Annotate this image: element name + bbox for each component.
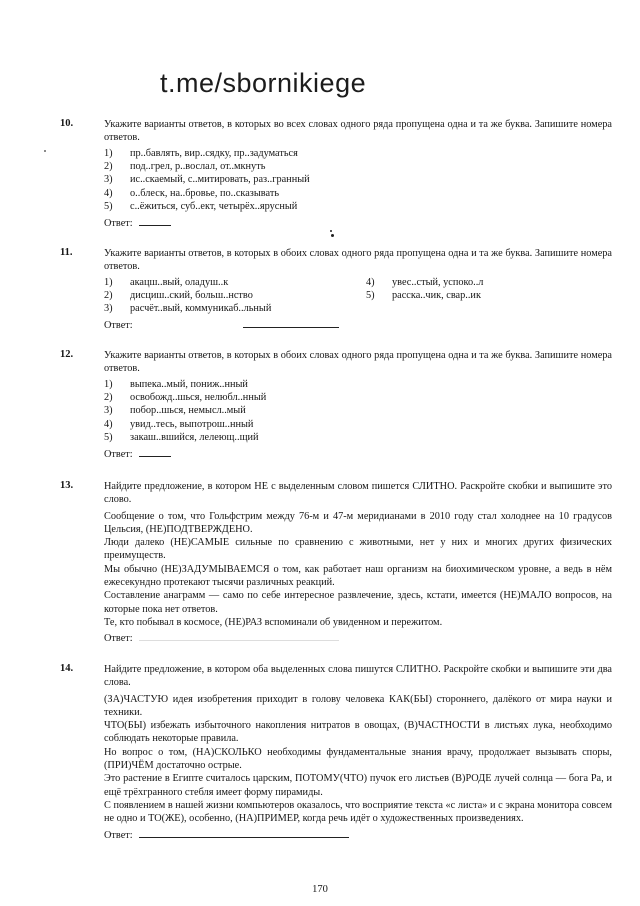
option-text: акацш..вый, оладуш..к (130, 276, 229, 288)
task-body (104, 663, 612, 842)
sentence: (ЗА)ЧАСТУЮ идея изобретения приходит в голову человека КАК(БЫ) стороннего, далёкого от мира науки и техники. (104, 693, 612, 718)
option-key: 1) (104, 378, 113, 390)
option-text: пр..бавлять, вир..сядку, пр..задуматься (130, 147, 298, 159)
sentence: ЧТО(БЫ) избежать избыточного накопления нитратов в овощах, (В)ЧАСТНОСТИ в листьях лука, необходимо соблюдать некоторые правила. (104, 720, 612, 745)
option-empty (366, 302, 612, 315)
sentence: Составление анаграмм — само по себе интересное развлечение, здесь, кстати, имеется (НЕ)МАЛО вопросов, на которые пока нет ответов. (104, 590, 612, 615)
option-key: 3) (104, 174, 113, 186)
option-text: под..грел, р..вослал, от..мкнуть (130, 160, 266, 172)
option-text: выпека..мый, пониж..нный (130, 378, 248, 390)
option-key: 4) (104, 418, 113, 430)
task-body (104, 118, 612, 230)
task-instruction: Укажите варианты ответов, в которых в обоих словах одного ряда пропущена одна и та же буква. Запишите номера ответов. (104, 248, 612, 273)
task-body (104, 349, 612, 461)
task-number: 11. (60, 247, 73, 258)
option-item (104, 391, 612, 404)
option-text: увес..стый, успоко..л (392, 276, 484, 288)
answer-row (104, 828, 612, 842)
answer-line[interactable] (139, 631, 339, 641)
sentence: Это растение в Египте считалось царским, ПОТОМУ(ЧТО) пучок его листьев (В)РОДЕ лучей солнца — бога Ра, и ещё трёхгранного стебля имеет форму пирамиды. (104, 773, 612, 798)
answer-row (104, 216, 612, 230)
option-list (104, 147, 612, 214)
task-instruction: Найдите предложение, в котором НЕ с выделенным словом пишется СЛИТНО. Раскройте скобки и выпишите это слово. (104, 481, 612, 506)
task-number: 13. (60, 480, 74, 491)
task-body (104, 480, 612, 646)
option-text: закаш..вшийся, лелеющ..щий (130, 432, 259, 444)
option-item (104, 173, 612, 186)
answer-line[interactable] (139, 828, 349, 838)
answer-label: Ответ: (104, 829, 133, 841)
answer-line[interactable] (139, 447, 171, 457)
task-number: 14. (60, 663, 74, 674)
option-key: 4) (366, 276, 375, 288)
option-item (104, 431, 612, 444)
task-instruction: Укажите варианты ответов, в которых в обоих словах одного ряда пропущена одна и та же буква. Запишите номера ответов. (104, 350, 612, 375)
option-item (104, 147, 612, 160)
option-list (104, 378, 612, 445)
option-grid (104, 276, 612, 316)
option-text: расска..чик, свар..ик (392, 289, 481, 301)
answer-line[interactable] (139, 216, 171, 226)
option-item (366, 289, 612, 302)
option-item (104, 289, 366, 302)
sentence: Но вопрос о том, (НА)СКОЛЬКО необходимы фундаментальные знания врачу, продолжает вызывать споры, (ПРИ)ЧЁМ достаточно острые. (104, 746, 612, 772)
option-text: ис..скаемый, с..митировать, раз..гранный (130, 174, 310, 186)
task-number: 10. (60, 118, 74, 129)
answer-row (104, 318, 612, 332)
answer-label: Ответ: (104, 633, 133, 645)
scan-dot-icon (331, 234, 334, 237)
option-text: увид..тесь, выпотрош..нный (130, 418, 254, 430)
option-item (104, 302, 366, 315)
answer-label: Ответ: (104, 319, 133, 331)
option-item (104, 160, 612, 173)
option-text: с..ёжиться, суб..ект, четырёх..ярусный (130, 201, 298, 213)
option-key: 1) (104, 276, 113, 288)
option-key: 2) (104, 289, 113, 301)
option-item (104, 404, 612, 417)
option-key: 2) (104, 391, 113, 403)
option-key: 1) (104, 147, 113, 159)
option-text: побор..шься, немысл..мый (130, 405, 246, 417)
task-number: 12. (60, 349, 74, 360)
answer-row (104, 447, 612, 461)
option-item (104, 276, 366, 289)
option-key: 5) (366, 289, 375, 301)
answer-label: Ответ: (104, 448, 133, 460)
option-item (104, 378, 612, 391)
option-text: о..блеск, на..бровье, по..сказывать (130, 187, 280, 199)
option-key: 2) (104, 160, 113, 172)
scan-dot-icon (330, 230, 332, 232)
answer-label: Ответ: (104, 217, 133, 229)
task-body (104, 247, 612, 332)
sentence: Мы обычно (НЕ)ЗАДУМЫВАЕМСЯ о том, как работает наш организм на биохимическом уровне, а ведь в нём ежесекундно протекают тысячи различных реакций. (104, 563, 612, 589)
sentence: С появлением в нашей жизни компьютеров оказалось, что восприятие текста «с листа» и с экрана монитора совсем не одно и ТО(ЖЕ), особенно, (НА)ПРИМЕР, когда речь идёт о художественных произведениях. (104, 799, 612, 825)
page-number: 170 (312, 884, 328, 895)
option-text: освобожд..шься, нелюбл..нный (130, 391, 267, 403)
sentence: Люди далеко (НЕ)САМЫЕ сильные по сравнению с животными, нет у них и многих других физических преимуществ. (104, 537, 612, 562)
option-text: дисциш..ский, больш..нство (130, 289, 253, 301)
option-key: 5) (104, 432, 113, 444)
option-item (104, 187, 612, 200)
scan-dot-icon (44, 150, 46, 152)
option-text: расчёт..вый, коммуникаб..льный (130, 303, 272, 315)
option-key: 3) (104, 303, 113, 315)
sentence: Те, кто побывал в космосе, (НЕ)РАЗ вспоминали об увиденном и пережитом. (104, 616, 443, 628)
option-item (104, 200, 612, 213)
sentence: Сообщение о том, что Гольфстрим между 76-м и 47-м меридианами в 2010 году стал холоднее на 10 градусов Цельсия, (НЕ)ПОДТВЕРЖДЕНО. (104, 510, 612, 535)
answer-line[interactable] (243, 318, 339, 328)
option-key: 3) (104, 405, 113, 417)
watermark-text: t.me/sbornikiege (160, 68, 367, 98)
option-key: 4) (104, 187, 113, 199)
option-key: 5) (104, 201, 113, 213)
option-item (104, 418, 612, 431)
answer-row (104, 631, 612, 645)
task-instruction: Укажите варианты ответов, в которых во всех словах одного ряда пропущена одна и та же буква. Запишите номера ответов. (104, 119, 612, 144)
task-instruction: Найдите предложение, в котором оба выделенных слова пишутся СЛИТНО. Раскройте скобки и выпишите эти два слова. (104, 664, 612, 689)
option-item (366, 276, 612, 289)
